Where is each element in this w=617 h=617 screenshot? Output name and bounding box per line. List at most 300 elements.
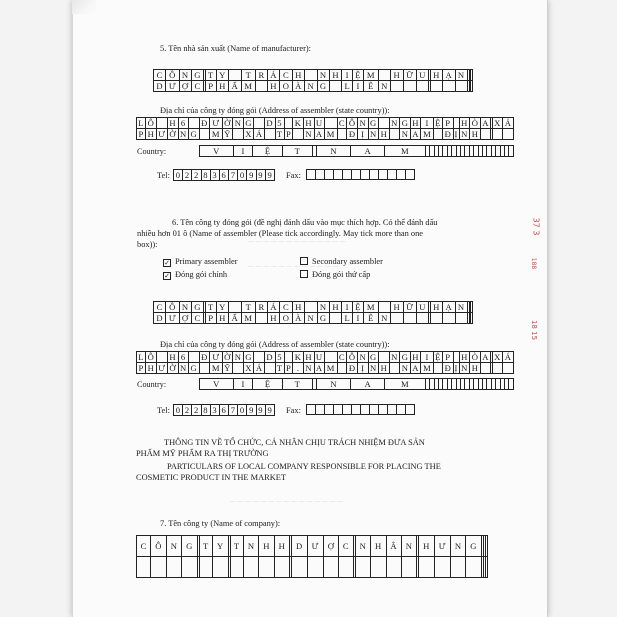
grid-cell: Y <box>216 70 228 81</box>
grid-cell: P <box>285 362 292 373</box>
fax-cell <box>325 170 334 180</box>
grid-cell <box>403 81 416 92</box>
grid-cell: H <box>380 362 388 373</box>
grid-cell <box>274 557 289 578</box>
grid-cell: P <box>138 362 144 373</box>
grid-cell: N <box>401 362 409 373</box>
grid-cell: T <box>241 70 256 81</box>
grid-cell: D <box>154 313 166 324</box>
grid-cell <box>430 81 442 92</box>
grid-cell: N <box>455 70 467 81</box>
option-primary-label: Primary assembler <box>175 257 238 266</box>
grid-row <box>137 118 514 129</box>
checkbox-checked-icon[interactable]: ✓ <box>164 259 170 267</box>
grid-cell: N <box>179 128 187 139</box>
grid-cell: Á <box>504 117 512 128</box>
grid-cell: 6 <box>178 352 189 363</box>
page-fold <box>72 0 96 14</box>
grid-cell: L <box>138 351 144 362</box>
grid-cell: Đ <box>348 362 356 373</box>
grid-cell <box>471 313 473 324</box>
fax-cell <box>325 405 334 415</box>
option-secondary-vi[interactable] <box>300 270 370 280</box>
grid-cell <box>480 363 491 374</box>
grid-cell <box>182 557 197 578</box>
option-secondary-assembler[interactable] <box>300 257 383 267</box>
grid-cell: N <box>317 70 329 81</box>
section6-tel-label: Tel: <box>157 406 170 415</box>
grid-cell: 9 <box>265 405 274 416</box>
grid-cell <box>292 557 307 578</box>
fax-cell <box>343 170 352 180</box>
grid-cell: M <box>385 379 425 390</box>
grid-cell: I <box>353 81 364 92</box>
grid-cell <box>256 81 268 92</box>
grid-cell <box>389 363 400 374</box>
grid-cell: H <box>292 70 304 81</box>
grid-cell <box>305 302 317 313</box>
grid-cell: Đ <box>201 351 208 362</box>
grid-cell: N <box>359 351 367 362</box>
grid-cell: X <box>494 117 501 128</box>
grid-row <box>137 352 514 363</box>
grid-cell <box>401 557 416 578</box>
grid-row <box>137 363 514 374</box>
grid-cell <box>284 352 293 363</box>
grid-cell: Đ <box>444 362 452 373</box>
grid-cell: A <box>412 128 419 139</box>
grid-cell: N <box>378 81 390 92</box>
grid-cell <box>480 129 491 140</box>
grid-cell: 9 <box>265 170 274 181</box>
grid-cell: A <box>412 362 419 373</box>
grid-cell <box>229 70 241 81</box>
fax-cell <box>316 170 325 180</box>
grid-cell: 2 <box>192 405 201 416</box>
grid-cell: Ệ <box>253 146 283 157</box>
grid-row <box>154 81 473 92</box>
grid-cell: H <box>267 81 279 92</box>
section5-tel-grid <box>173 169 275 181</box>
grid-cell <box>455 313 467 324</box>
grid-cell: Ô <box>348 351 356 362</box>
grid-cell <box>391 313 403 324</box>
grid-row <box>307 170 415 180</box>
grid-cell: 7 <box>229 405 238 416</box>
grid-cell <box>378 302 390 313</box>
grid-cell: Ữ <box>403 302 416 313</box>
checkbox-empty-icon[interactable] <box>300 257 308 265</box>
grid-cell <box>325 352 338 363</box>
grid-cell <box>471 70 473 81</box>
section7-heading: 7. Tên công ty (Name of company): <box>160 519 281 528</box>
grid-cell: Ệ <box>353 302 364 313</box>
grid-cell <box>233 129 244 140</box>
grid-cell: O <box>280 81 292 92</box>
grid-cell <box>355 557 370 578</box>
grid-cell: N <box>305 362 313 373</box>
grid-row <box>136 146 514 157</box>
grid-cell: P <box>443 118 454 129</box>
grid-cell <box>189 118 200 129</box>
grid-cell: H <box>169 351 177 362</box>
grid-cell: H <box>380 128 388 139</box>
grid-cell <box>337 363 347 374</box>
grid-cell: I <box>234 379 253 390</box>
grid-row <box>154 70 473 81</box>
grid-cell: H <box>147 128 155 139</box>
ghost-text-1: ─ ─ ─ ─ ─ ─ ─ ─ ─ ─ ─ ─ ─ <box>248 237 346 246</box>
grid-cell: H <box>329 302 341 313</box>
grid-cell: A <box>315 362 323 373</box>
country-label-cell: Country: <box>136 379 200 390</box>
grid-cell: Ẩ <box>229 81 241 92</box>
grid-cell: T <box>230 536 243 557</box>
grid-cell: 8 <box>201 405 210 416</box>
grid-cell: C <box>154 302 166 313</box>
grid-cell: Â <box>386 536 401 557</box>
grid-cell <box>378 70 390 81</box>
fax-cell <box>388 405 397 415</box>
grid-row <box>174 405 275 416</box>
grid-cell: T <box>283 146 313 157</box>
fax-cell <box>397 405 406 415</box>
grid-cell: X <box>245 362 252 373</box>
grid-cell <box>379 118 390 129</box>
grid-cell: Á <box>267 70 279 81</box>
grid-row <box>307 405 415 415</box>
grid-cell: Ạ <box>443 70 455 81</box>
grid-row <box>137 557 488 578</box>
grid-cell: Ô <box>151 536 166 557</box>
grid-cell <box>199 363 210 374</box>
grid-cell: R <box>256 70 268 81</box>
grid-cell: Ợ <box>323 536 338 557</box>
grid-cell <box>430 313 442 324</box>
grid-cell: A <box>351 379 385 390</box>
grid-cell: T <box>199 536 212 557</box>
fax-cell <box>352 170 361 180</box>
grid-cell <box>329 313 341 324</box>
grid-cell: 5 <box>275 352 284 363</box>
grid-cell: V <box>200 146 234 157</box>
grid-cell <box>443 81 455 92</box>
grid-cell: H <box>274 536 289 557</box>
grid-cell: Ị <box>454 362 458 373</box>
grid-cell: U <box>416 70 428 81</box>
grid-cell: 0 <box>174 405 183 416</box>
grid-cell: I <box>421 352 434 363</box>
ghost-text-3: ─ ─ ─ ─ ─ ─ ─ ─ ─ ─ ─ ─ ─ ─ ─ <box>230 497 344 506</box>
section6-tel-grid <box>173 404 275 416</box>
grid-cell <box>471 81 473 92</box>
grid-cell <box>455 81 467 92</box>
grid-cell: Ư <box>307 536 323 557</box>
grid-cell: R <box>256 302 268 313</box>
grid-cell: 2 <box>183 405 192 416</box>
grid-cell <box>156 118 167 129</box>
grid-cell: Ỹ <box>224 362 231 373</box>
grid-cell: H <box>461 351 468 362</box>
checkbox-checked-icon-vi[interactable]: ✓ <box>164 272 170 280</box>
grid-cell: I <box>421 118 434 129</box>
grid-cell: H <box>292 302 304 313</box>
grid-cell: Ệ <box>253 379 283 390</box>
grid-cell: Ư <box>158 128 166 139</box>
grid-cell: À <box>292 81 304 92</box>
section6-address-label: Địa chỉ của công ty đóng gói (Address of assembler (state country)): <box>160 340 390 349</box>
section5-address-grid <box>136 117 514 140</box>
grid-cell: Ờ <box>169 362 177 373</box>
section5-fax-grid <box>306 169 415 180</box>
grid-cell: 3 <box>210 170 219 181</box>
grid-cell: 2 <box>183 170 192 181</box>
grid-cell <box>243 557 258 578</box>
grid-cell: 9 <box>247 405 256 416</box>
grid-row <box>154 302 473 313</box>
grid-cell: Á <box>504 351 512 362</box>
grid-cell <box>371 557 386 578</box>
grid-cell: T <box>283 379 313 390</box>
grid-cell: Ờ <box>169 128 177 139</box>
grid-cell <box>416 81 428 92</box>
grid-row <box>136 379 514 390</box>
fax-cell <box>397 170 406 180</box>
option-primary-vi-label: Đóng gói chính <box>175 270 228 279</box>
grid-cell: G <box>317 313 329 324</box>
grid-cell <box>389 129 400 140</box>
grid-cell: M <box>364 302 379 313</box>
fax-cell <box>334 170 343 180</box>
grid-cell: K <box>294 351 302 362</box>
grid-row <box>137 129 514 140</box>
grid-cell: P <box>205 313 216 324</box>
grid-cell <box>485 536 487 557</box>
fax-cell <box>307 405 316 415</box>
grid-cell <box>325 118 338 129</box>
grid-cell: C <box>191 81 203 92</box>
grid-cell <box>199 557 212 578</box>
grid-cell: G <box>401 117 409 128</box>
grid-cell: T <box>276 362 283 373</box>
grid-cell: I <box>342 302 353 313</box>
grid-cell: H <box>216 313 228 324</box>
grid-cell: N <box>451 536 466 557</box>
grid-cell: G <box>317 81 329 92</box>
grid-cell: T <box>205 302 216 313</box>
fax-cell <box>379 405 388 415</box>
fax-cell <box>388 170 397 180</box>
grid-cell: C <box>154 70 166 81</box>
checkbox-empty-icon-vi[interactable] <box>300 270 308 278</box>
grid-cell: Ợ <box>179 81 191 92</box>
grid-cell: N <box>179 362 187 373</box>
grid-cell: N <box>370 128 377 139</box>
grid-cell: 9 <box>256 170 265 181</box>
grid-cell: N <box>401 536 416 557</box>
grid-cell: M <box>241 81 256 92</box>
grid-cell: H <box>305 351 313 362</box>
option-secondary-vi-label: Đóng gói thứ cấp <box>312 270 371 279</box>
info-en-line1: PARTICULARS OF LOCAL COMPANY RESPONSIBLE FOR PLACING THE <box>167 462 441 471</box>
section6-fax-grid <box>306 404 415 415</box>
fax-cell <box>379 170 388 180</box>
grid-cell <box>503 363 514 374</box>
grid-cell: C <box>280 302 292 313</box>
grid-cell <box>213 557 228 578</box>
grid-cell: N <box>461 362 468 373</box>
option-primary-assembler[interactable] <box>163 257 238 267</box>
grid-cell: 9 <box>247 170 256 181</box>
grid-cell: M <box>421 129 434 140</box>
grid-cell <box>391 81 403 92</box>
grid-cell: N <box>317 379 351 390</box>
grid-cell <box>503 129 514 140</box>
grid-cell: C <box>191 313 203 324</box>
grid-cell: 2 <box>192 170 201 181</box>
grid-cell: N <box>391 351 398 362</box>
grid-cell: M <box>325 129 338 140</box>
grid-cell: Á <box>255 362 263 373</box>
grid-cell: 3 <box>210 405 219 416</box>
grid-cell: H <box>419 536 434 557</box>
grid-cell <box>229 302 241 313</box>
grid-cell: Y <box>213 536 228 557</box>
grid-cell: G <box>245 117 252 128</box>
grid-cell <box>151 557 166 578</box>
grid-cell: 6 <box>219 405 228 416</box>
grid-cell <box>137 557 151 578</box>
grid-cell: Á <box>255 128 263 139</box>
grid-cell <box>166 557 181 578</box>
grid-cell: H <box>147 362 155 373</box>
section6-country-grid <box>136 378 514 390</box>
fax-cell <box>370 170 379 180</box>
grid-cell: D <box>154 81 166 92</box>
grid-cell: 0 <box>174 170 183 181</box>
grid-cell: N <box>370 362 377 373</box>
grid-cell: G <box>190 128 198 139</box>
grid-cell <box>284 118 293 129</box>
grid-cell: Ỹ <box>224 128 231 139</box>
section6-heading-line1: 6. Tên công ty đóng gói (đề nghị đánh dấu vào mục thích hợp. Có thể đánh dấu <box>172 218 438 227</box>
grid-cell: O <box>280 313 292 324</box>
grid-cell <box>403 313 416 324</box>
grid-cell: G <box>191 302 203 313</box>
grid-cell: A <box>482 117 489 128</box>
grid-cell <box>443 313 455 324</box>
grid-cell: N <box>179 302 191 313</box>
grid-cell: L <box>138 117 144 128</box>
grid-cell: X <box>494 351 501 362</box>
grid-cell <box>337 129 347 140</box>
grid-cell: N <box>455 302 467 313</box>
grid-cell: A <box>482 351 489 362</box>
grid-cell: H <box>461 117 468 128</box>
margin-mark-mid: 188 <box>530 257 538 270</box>
grid-cell: U <box>315 351 323 362</box>
info-vi-line2: PHẨM MỸ PHẨM RA THỊ TRƯỜNG <box>136 449 269 458</box>
fax-cell <box>334 405 343 415</box>
grid-row <box>137 536 488 557</box>
section5-fax-label: Fax: <box>286 171 301 180</box>
grid-cell: N <box>359 117 367 128</box>
section5-manufacturer-name-grid <box>153 69 473 92</box>
grid-cell <box>386 557 401 578</box>
grid-cell <box>339 557 353 578</box>
grid-cell: Ư <box>166 81 179 92</box>
fax-cell <box>361 405 370 415</box>
grid-cell: Ê <box>364 81 379 92</box>
info-en-line2: COSMETIC PRODUCT IN THE MARKET <box>136 473 286 482</box>
grid-cell: P <box>443 352 454 363</box>
grid-cell: G <box>182 536 197 557</box>
grid-cell: Ư <box>434 536 450 557</box>
grid-cell: Ô <box>147 351 155 362</box>
margin-mark-low: 18 15 <box>530 319 539 341</box>
grid-cell <box>259 557 274 578</box>
grid-cell: Ệ <box>353 70 364 81</box>
fax-cell <box>361 170 370 180</box>
grid-cell <box>433 129 442 140</box>
section6-heading-line3: box)): <box>137 240 158 249</box>
grid-cell: N <box>243 536 258 557</box>
grid-cell: H <box>267 313 279 324</box>
grid-cell: H <box>216 81 228 92</box>
grid-cell: H <box>305 117 313 128</box>
option-primary-vi[interactable] <box>163 270 227 280</box>
grid-cell: 7 <box>229 170 238 181</box>
grid-cell: P <box>205 81 216 92</box>
grid-cell: Y <box>216 302 228 313</box>
fax-cell <box>343 405 352 415</box>
grid-cell <box>471 302 473 313</box>
grid-cell: Đ <box>444 128 452 139</box>
grid-cell: N <box>234 351 242 362</box>
grid-cell: À <box>292 313 304 324</box>
grid-cell: K <box>294 117 302 128</box>
section5-address-label: Địa chỉ của công ty đóng gói (Address of assembler (state country)): <box>160 106 390 115</box>
grid-cell: N <box>305 313 317 324</box>
grid-cell: G <box>191 70 203 81</box>
grid-cell: T <box>241 302 256 313</box>
grid-cell: H <box>391 302 403 313</box>
grid-cell <box>233 363 244 374</box>
grid-cell <box>264 129 275 140</box>
grid-cell: M <box>241 313 256 324</box>
grid-cell <box>379 352 390 363</box>
grid-cell: Ô <box>147 117 155 128</box>
grid-cell: D <box>266 117 274 128</box>
grid-cell: N <box>461 128 468 139</box>
grid-cell: Ị <box>358 129 369 140</box>
grid-row <box>174 170 275 181</box>
fax-cell <box>406 170 415 180</box>
grid-cell: D <box>266 351 274 362</box>
grid-cell <box>433 363 442 374</box>
grid-cell: G <box>370 117 377 128</box>
grid-cell: Ị <box>454 128 458 139</box>
grid-cell <box>293 129 304 140</box>
grid-cell: G <box>401 351 409 362</box>
grid-cell <box>264 363 275 374</box>
section6-assembler-name-grid <box>153 301 473 324</box>
grid-cell: Ị <box>358 363 369 374</box>
grid-cell <box>485 557 487 578</box>
grid-cell: P <box>138 128 144 139</box>
grid-cell: Ệ <box>435 117 441 128</box>
grid-cell <box>323 557 338 578</box>
